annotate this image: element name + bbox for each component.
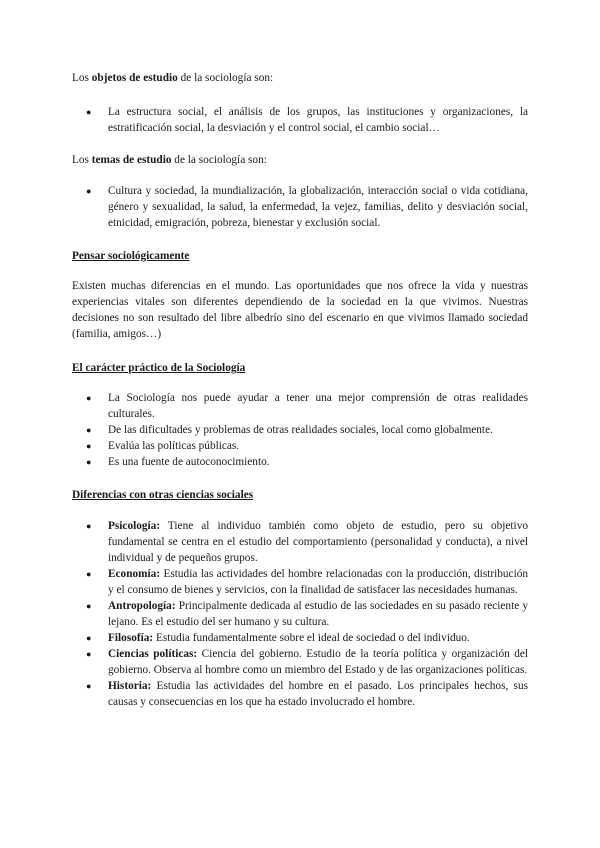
item-term: Historia:	[108, 680, 152, 692]
bullet-icon: ●	[86, 569, 92, 579]
bullet-icon: ●	[86, 633, 92, 643]
item-term: Filosofía:	[108, 632, 154, 644]
item-term: Psicología:	[108, 520, 161, 532]
item-term: Ciencias políticas:	[108, 648, 198, 660]
item-text: Estudia fundamentalmente sobre el ideal de sociedad o del individuo.	[153, 632, 470, 644]
item-text: Estudia las actividades del hombre en el pasado. Los principales hechos, sus causas y consecuencias en los que ha estado involucrado el hombre.	[108, 680, 528, 708]
item-text: Tiene al individuo también como objeto de estudio, pero su objetivo fundamental se centra en el estudio del comportamiento (personalidad y conducta), a nivel individual y de pequeños grupos.	[108, 520, 528, 564]
list-item	[72, 566, 528, 598]
bullet-icon: ●	[86, 441, 92, 451]
list-item-text: Es una fuente de autoconocimiento.	[108, 456, 270, 468]
item-term: Antropología:	[108, 600, 176, 612]
list-item	[72, 598, 528, 630]
caracter-list	[72, 390, 528, 470]
item-text: Principalmente dedicada al estudio de las sociedades en su pasado reciente y lejano. Es el estudio del ser humano y su cultura.	[108, 600, 528, 628]
bullet-icon: ●	[86, 186, 92, 196]
bullet-icon: ●	[86, 521, 92, 531]
section-heading-pensar: Pensar sociológicamente	[72, 250, 190, 262]
bullet-icon: ●	[86, 457, 92, 467]
pensar-paragraph: Existen muchas diferencias en el mundo. Las oportunidades que nos ofrece la vida y nuestras experiencias vitales son diferentes dependiendo de la sociedad en la que vivimos. Nuestras decisiones no son resultado del libre albedrío sino del escenario en que vivimos llamado sociedad (familia, amigos…)	[72, 280, 528, 340]
list-item	[72, 454, 528, 470]
list-item	[72, 104, 528, 136]
objetos-intro-text: Los	[72, 72, 92, 84]
diferencias-list	[72, 518, 528, 710]
list-item	[72, 183, 528, 231]
list-item	[72, 518, 528, 566]
list-item-text: Cultura y sociedad, la mundialización, la globalización, interacción social o vida cotidiana, género y sexualidad, la salud, la enfermedad, la vejez, familias, delito y desviación social, etnicidad, emigración, pobreza, bienestar y exclusión social.	[108, 185, 528, 229]
bullet-icon: ●	[86, 601, 92, 611]
list-item	[72, 438, 528, 454]
bullet-icon: ●	[86, 649, 92, 659]
list-item-text: Evalúa las políticas públicas.	[108, 440, 240, 452]
temas-intro-text: Los	[72, 154, 92, 166]
temas-intro-bold: temas de estudio	[91, 154, 172, 166]
list-item	[72, 646, 528, 678]
item-text: Estudia las actividades del hombre relacionadas con la producción, distribución y el consumo de bienes y servicios, con la finalidad de satisfacer las necesidades humanas.	[108, 568, 528, 596]
section-heading-diferencias: Diferencias con otras ciencias sociales	[72, 489, 254, 501]
objetos-intro-text-end: de la sociología son:	[177, 72, 274, 84]
bullet-icon: ●	[86, 425, 92, 435]
objetos-list	[72, 104, 528, 136]
item-text: Ciencia del gobierno. Estudio de la teoría política y organización del gobierno. Observa al hombre como un miembro del Estado y de las organizaciones políticas.	[108, 648, 528, 676]
section-heading-caracter: El carácter práctico de la Sociología	[72, 362, 246, 374]
list-item	[72, 390, 528, 422]
bullet-icon: ●	[86, 107, 92, 117]
list-item-text: La Sociología nos puede ayudar a tener una mejor comprensión de otras realidades culturales.	[108, 392, 528, 420]
temas-intro	[72, 152, 528, 168]
objetos-intro-bold: objetos de estudio	[91, 72, 178, 84]
temas-list	[72, 183, 528, 231]
list-item	[72, 422, 528, 438]
list-item-text: La estructura social, el análisis de los grupos, las instituciones y organizaciones, la estratificación social, la desviación y el control social, el cambio social…	[108, 106, 528, 134]
list-item	[72, 630, 528, 646]
objetos-intro	[72, 70, 528, 86]
bullet-icon: ●	[86, 681, 92, 691]
bullet-icon: ●	[86, 393, 92, 403]
item-term: Economía:	[108, 568, 161, 580]
list-item	[72, 678, 528, 710]
temas-intro-text-end: de la sociología son:	[171, 154, 267, 166]
list-item-text: De las dificultades y problemas de otras realidades sociales, local como globalmente.	[108, 424, 493, 436]
